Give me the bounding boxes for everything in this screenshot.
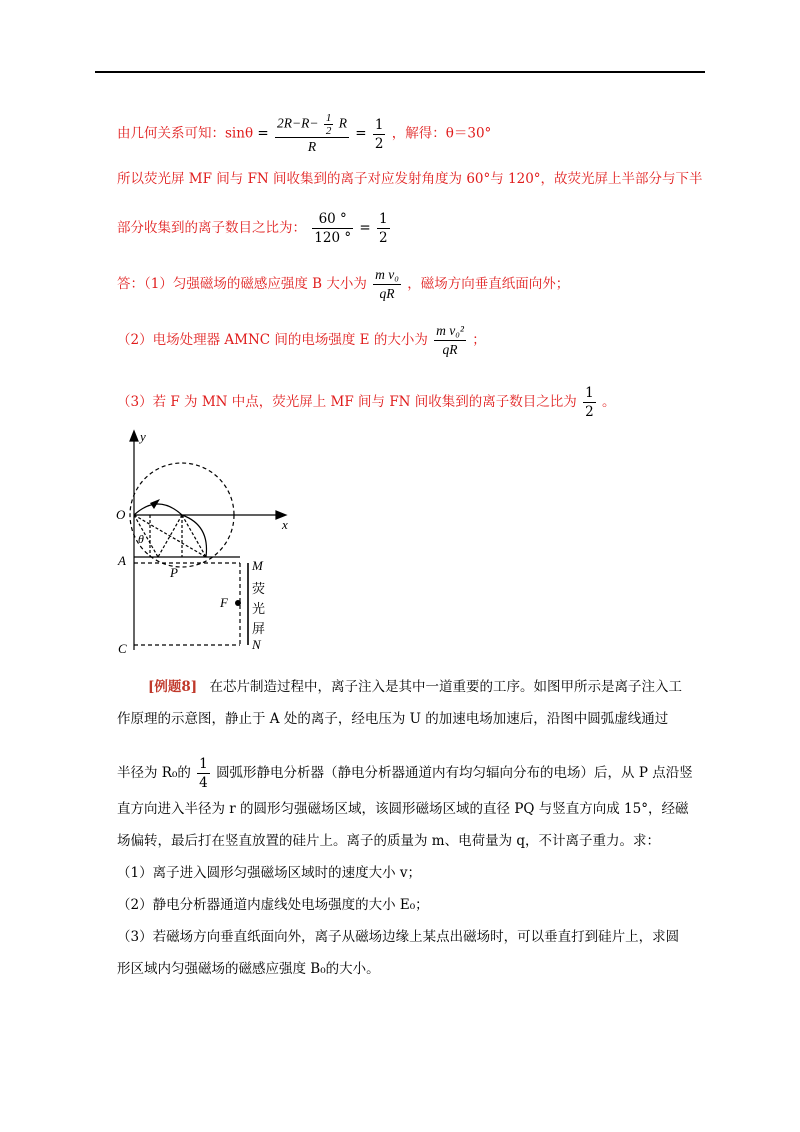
- screen-char-3: 屏: [252, 621, 266, 636]
- dashed-ray-2: [134, 515, 206, 557]
- text-segment: ；: [472, 332, 486, 348]
- label-theta: θ: [138, 532, 144, 546]
- label-M: M: [252, 558, 263, 573]
- example-para-2: 作原理的示意图，静止于 A 处的离子，经电压为 U 的加速电场加速后，沿图中圆弧虚线通过: [117, 711, 669, 727]
- fraction-numerator: m v₀²: [434, 322, 466, 341]
- fraction-half: [324, 112, 334, 137]
- fraction-result: [377, 210, 390, 247]
- question-2: （2）静电分析器通道内虚线处电场强度的大小 E₀；: [117, 897, 429, 913]
- equals-sign: =: [355, 125, 367, 142]
- fraction-angle: [312, 210, 353, 247]
- fraction-denominator: 2: [374, 135, 384, 152]
- fraction-numerator: 1: [199, 756, 208, 772]
- text-segment: 由几何关系可知：sinθ: [117, 125, 254, 142]
- fraction-numerator: 1: [379, 211, 388, 227]
- text-segment: （2）电场处理器 AMNC 间的电场强度 E 的大小为: [117, 332, 428, 348]
- fraction-denominator: 2: [585, 404, 594, 420]
- fraction-numerator: 1: [374, 116, 384, 133]
- question-3a: （3）若磁场方向垂直纸面向外，离子从磁场边缘上某点出磁场时，可以垂直打到硅片上，求圆: [117, 929, 680, 945]
- fraction-denominator: 2: [379, 230, 388, 246]
- text-segment: ，磁场方向垂直纸面向外；: [407, 276, 570, 292]
- text-segment: 在芯片制造过程中，离子注入是其中一道重要的工序。如图甲所示是离子注入工: [209, 679, 682, 695]
- answer-2: [117, 322, 486, 359]
- label-O: O: [116, 507, 126, 522]
- text-segment: ，解得：θ＝30°: [391, 125, 492, 142]
- fraction-E: [434, 322, 466, 359]
- solution-line-1: [117, 112, 491, 156]
- fraction-numerator: [275, 112, 349, 138]
- point-F: [235, 600, 241, 606]
- fraction-denominator: 4: [199, 775, 208, 791]
- half-denominator: 2: [325, 125, 332, 137]
- label-N: N: [252, 637, 261, 652]
- fraction-numerator: m v₀: [373, 266, 401, 285]
- fraction-denominator: R: [307, 139, 317, 154]
- text-segment: 圆弧形静电分析器（静电分析器通道内有均匀辐向分布的电场）后，从 P 点沿竖: [216, 765, 693, 781]
- label-F: F: [220, 595, 228, 610]
- screen-char-1: 荧: [252, 581, 266, 596]
- answer-1: [117, 266, 569, 303]
- answer-3: [117, 384, 615, 421]
- question-3b: 形区域内匀强磁场的磁感应强度 B₀的大小。: [117, 961, 380, 977]
- fraction-denominator: qR: [379, 286, 395, 301]
- text-segment: 。: [601, 394, 616, 410]
- example-para-1: [148, 678, 682, 696]
- label-A: A: [118, 553, 126, 568]
- equals-sign: =: [257, 125, 269, 142]
- text-segment: 答：（1）匀强磁场的磁感应强度 B 大小为: [117, 276, 367, 292]
- label-P: P: [170, 565, 178, 580]
- label-C: C: [118, 641, 127, 656]
- label-x: x: [282, 517, 288, 532]
- text-segment: 部分收集到的离子数目之比为：: [117, 220, 306, 236]
- solution-line-2: 所以荧光屏 MF 间与 FN 间收集到的离子对应发射角度为 60°与 120°，故荧光屏上半部分与下半: [117, 171, 703, 187]
- equals-sign: =: [359, 220, 371, 236]
- numerator-tail: R: [338, 115, 347, 131]
- y-axis-arrow: [130, 431, 138, 441]
- fraction-ratio: [583, 384, 596, 421]
- example-para-3: [117, 755, 693, 792]
- example-para-4: 直方向进入半径为 r 的圆形匀强磁场区域，该圆形磁场区域的直径 PQ 与竖直方向成 15°，经磁: [117, 801, 689, 817]
- question-1: （1）离子进入圆形匀强磁场区域时的速度大小 v；: [117, 865, 422, 881]
- fraction-sin: [275, 112, 349, 156]
- example-tag: [例题8]: [148, 679, 198, 695]
- fraction-result: [373, 116, 386, 153]
- solution-line-3: [117, 210, 392, 247]
- example-para-5: 场偏转，最后打在竖直放置的硅片上。离子的质量为 m、电荷量为 q，不计离子重力。求：: [117, 833, 661, 849]
- fraction-quarter: [197, 755, 210, 792]
- numerator-text: 2R−R−: [276, 115, 319, 131]
- arc-upper: [134, 504, 182, 515]
- physics-diagram: [110, 425, 310, 660]
- fraction-numerator: 1: [585, 385, 594, 401]
- fraction-B: [373, 266, 401, 303]
- screen-char-2: 光: [252, 601, 266, 616]
- text-segment: （3）若 F 为 MN 中点，荧光屏上 MF 间与 FN 间收集到的离子数目之比为: [117, 394, 577, 410]
- fraction-numerator: 60 °: [312, 210, 353, 229]
- text-segment: 半径为 R₀的: [117, 765, 191, 781]
- fraction-denominator: qR: [442, 342, 458, 357]
- half-numerator: 1: [325, 112, 332, 124]
- label-y: y: [140, 429, 146, 444]
- fraction-denominator: 120 °: [314, 230, 352, 246]
- header-rule: [95, 71, 705, 73]
